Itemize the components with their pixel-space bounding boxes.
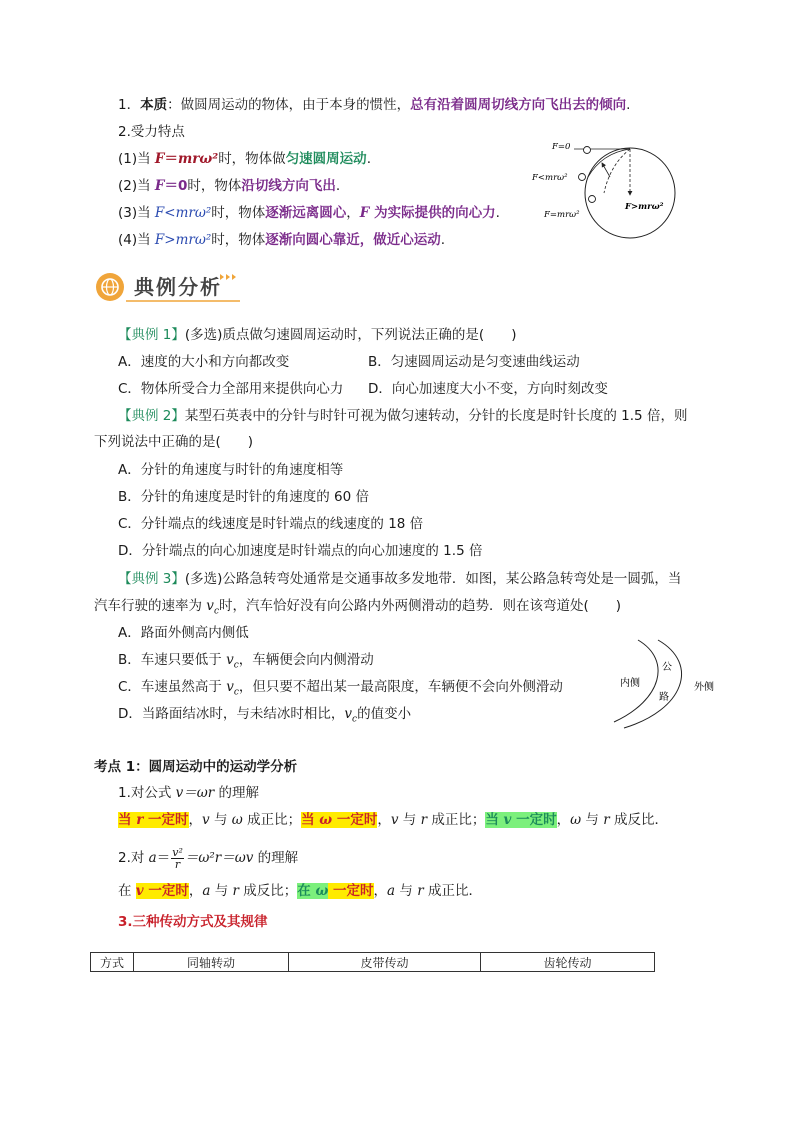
nature-line: 1．本质：做圆周运动的物体，由于本身的惯性，总有沿着圆周切线方向飞出去的倾向. bbox=[118, 97, 631, 113]
ball-top bbox=[584, 147, 591, 154]
inner-path bbox=[604, 149, 630, 193]
road-label-outer: 外侧 bbox=[694, 682, 714, 693]
kp1-rule-1: 当 r 一定时，v 与 ω 成正比；当 ω 一定时，v 与 r 成正比；当 v 一定时，ω 与 r 成反比． bbox=[118, 812, 668, 828]
ex3-option-c: C．车速虽然高于 $v_c$，但只要不超出某一最高限度，车辆便不会向外侧滑动 bbox=[118, 679, 563, 698]
table-header-cell: 皮带传动 bbox=[289, 953, 481, 972]
ex1-option-c: C．物体所受合力全部用来提供向心力 bbox=[118, 381, 344, 397]
ball-mid bbox=[579, 174, 586, 181]
road-label-inner: 内侧 bbox=[620, 678, 640, 689]
v-squared-over-r: $\frac{\text{v²}}{r}$ bbox=[172, 845, 183, 871]
ex3-stem-2: 汽车行驶的速率为 $v_c$时，汽车恰好没有向公路内外两侧滑动的趋势．则在该弯道处( ) bbox=[94, 598, 622, 617]
table-header-row bbox=[91, 953, 655, 972]
road-label-gong: 公 bbox=[662, 662, 672, 673]
case-2: (2)当 F＝0时，物体沿切线方向飞出. bbox=[118, 178, 341, 194]
label-f0: F=0 bbox=[552, 142, 571, 152]
ex1-stem: 【典例 1】(多选)质点做匀速圆周运动时，下列说法正确的是( ) bbox=[118, 327, 517, 343]
label-fgt: F>mrω² bbox=[625, 202, 664, 212]
road-curve-figure bbox=[610, 638, 722, 730]
case-4: (4)当 F>mrω²时，物体逐渐向圆心靠近，做近心运动. bbox=[118, 232, 446, 248]
force-arrow bbox=[602, 163, 610, 177]
kp1-formula-1-heading: 1.对公式 v＝ωr 的理解 bbox=[118, 785, 260, 801]
ex1-option-d: D．向心加速度大小不变，方向时刻改变 bbox=[368, 381, 608, 397]
case-1: (1)当 F＝mrω²时，物体做匀速圆周运动. bbox=[118, 151, 371, 167]
ex3-option-a: A．路面外侧高内侧低 bbox=[118, 625, 249, 641]
case-3: (3)当 F<mrω²时，物体逐渐远离圆心，F 为实际提供的向心力. bbox=[118, 205, 500, 221]
label-feq: F=mrω² bbox=[544, 210, 580, 220]
ex3-stem-1: 【典例 3】(多选)公路急转弯处通常是交通事故多发地带．如图，某公路急转弯处是一圆弧，当 bbox=[118, 571, 682, 587]
table-header-cell: 齿轮传动 bbox=[481, 953, 655, 972]
force-feature-heading: 2.受力特点 bbox=[118, 124, 185, 140]
example-analysis-banner bbox=[94, 270, 244, 304]
label-flt: F<mrω² bbox=[532, 173, 568, 183]
ex2-option-c: C．分针端点的线速度是时针端点的线速度的 18 倍 bbox=[118, 516, 424, 532]
ex3-option-b: B．车速只要低于 $v_c$，车辆便会向内侧滑动 bbox=[118, 652, 374, 671]
road-label-lu: 路 bbox=[659, 692, 669, 703]
kp1-rule-2: 在 v 一定时，a 与 r 成反比；在 ω 一定时，a 与 r 成正比． bbox=[118, 883, 482, 899]
ex1-option-a: A．速度的大小和方向都改变 bbox=[118, 354, 290, 370]
ex2-stem-1: 【典例 2】某型石英表中的分针与时针可视为做匀速转动，分针的长度是时针长度的 1.5 倍，则 bbox=[118, 408, 688, 424]
transmission-table bbox=[90, 952, 655, 972]
banner-title: 典例分析 bbox=[134, 275, 222, 299]
kp1-formula-2-heading: 2.对 a＝ $\frac{\text{v²}}{r}$ ＝ω²r＝ωv 的理解 bbox=[118, 845, 299, 871]
ex2-option-b: B．分针的角速度是时针的角速度的 60 倍 bbox=[118, 489, 370, 505]
ball-low bbox=[589, 196, 596, 203]
circular-motion-figure bbox=[530, 135, 685, 250]
ex3-option-d: D．当路面结冰时，与未结冰时相比，$v_c$的值变小 bbox=[118, 706, 412, 725]
kp1-title: 考点 1：圆周运动中的运动学分析 bbox=[94, 759, 298, 775]
ex1-option-b: B．匀速圆周运动是匀变速曲线运动 bbox=[368, 354, 580, 370]
kp1-transmission-heading: 3.三种传动方式及其规律 bbox=[118, 914, 268, 930]
ex2-option-d: D．分针端点的向心加速度是时针端点的向心加速度的 1.5 倍 bbox=[118, 543, 483, 559]
table-header-cell: 同轴转动 bbox=[134, 953, 289, 972]
ex2-stem-2: 下列说法中正确的是( ) bbox=[94, 434, 254, 450]
table-header-cell: 方式 bbox=[91, 953, 134, 972]
ex2-option-a: A．分针的角速度与时针的角速度相等 bbox=[118, 462, 344, 478]
